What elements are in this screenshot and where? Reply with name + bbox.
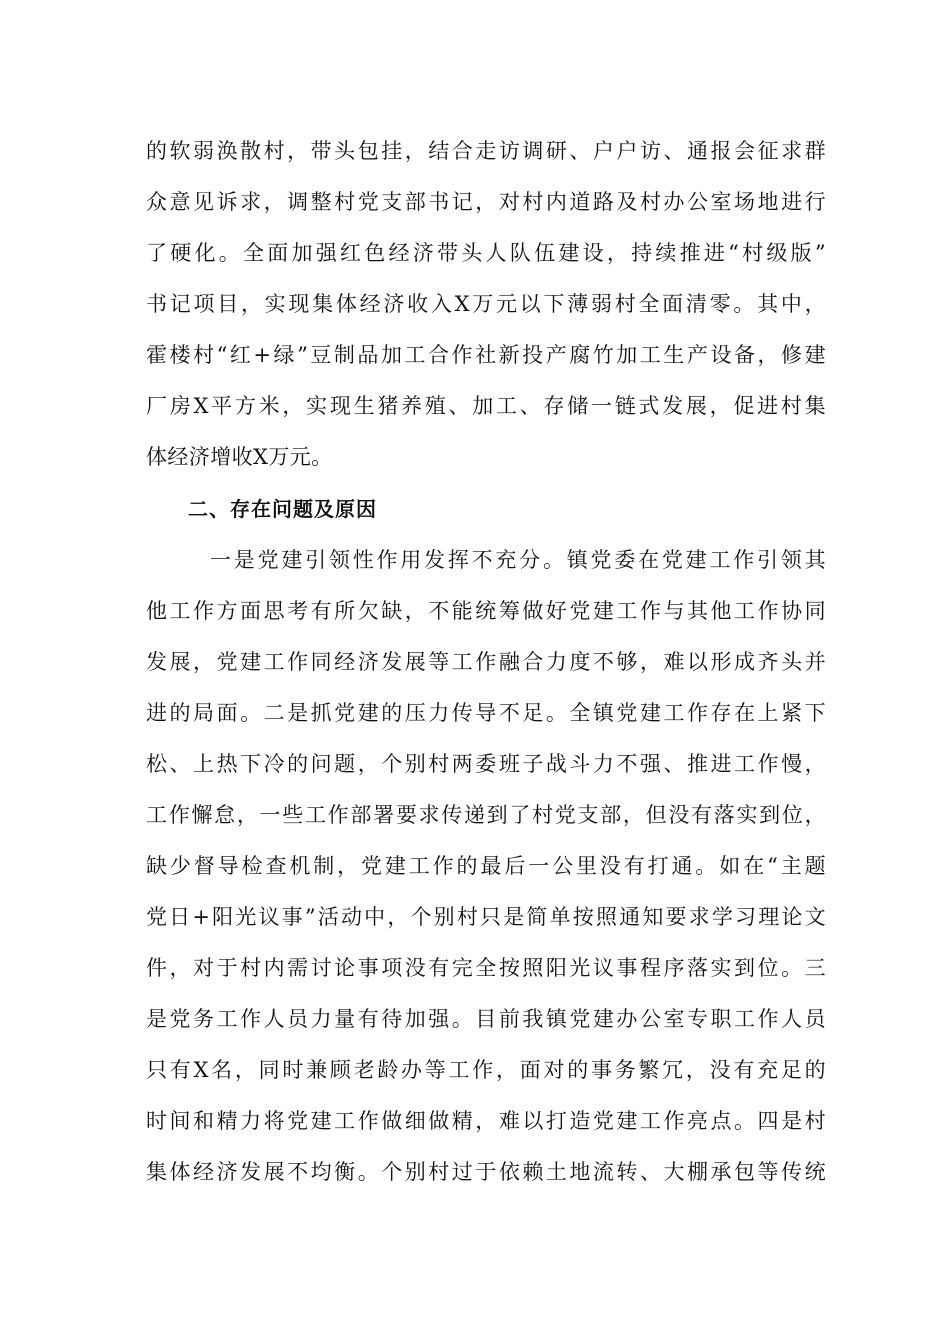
para2-line-3: 发展，党建工作同经济发展等工作融合力度不够，难以形成齐头并: [146, 650, 826, 674]
para2-line-7: 缺少督导检查机制，党建工作的最后一公里没有打通。如在“主题: [146, 854, 826, 878]
para2-line-9: 件，对于村内需讨论事项没有完全按照阳光议事程序落实到位。三: [146, 956, 826, 980]
para1-line-1: 的软弱涣散村，带头包挂，结合走访调研、户户访、通报会征求群: [146, 139, 826, 163]
para2-line-8: 党日+阳光议事”活动中，个别村只是简单按照通知要求学习理论文: [146, 905, 826, 929]
para1-line-5: 霍楼村“红+绿”豆制品加工合作社新投产腐竹加工生产设备，修建: [146, 343, 826, 367]
para1-line-2: 众意见诉求，调整村党支部书记，对村内道路及村办公室场地进行: [146, 190, 826, 214]
para2-line-6: 工作懈怠，一些工作部署要求传递到了村党支部，但没有落实到位，: [146, 803, 826, 827]
para1-line-7: 体经济增收X万元。: [146, 445, 333, 469]
para1-line-6: 厂房X平方米，实现生猪养殖、加工、存储一链式发展，促进村集: [146, 394, 826, 418]
section-heading: 二、存在问题及原因: [188, 497, 377, 521]
para2-line-11: 只有X名，同时兼顾老龄办等工作，面对的事务繁冗，没有充足的: [146, 1058, 826, 1082]
para2-line-13: 集体经济发展不均衡。个别村过于依赖土地流转、大棚承包等传统: [146, 1160, 826, 1184]
para2-line-12: 时间和精力将党建工作做细做精，难以打造党建工作亮点。四是村: [146, 1109, 826, 1133]
para2-line-10: 是党务工作人员力量有待加强。目前我镇党建办公室专职工作人员: [146, 1007, 826, 1031]
para2-line-1: 一是党建引领性作用发挥不充分。镇党委在党建工作引领其: [210, 548, 826, 572]
para1-line-3: 了硬化。全面加强红色经济带头人队伍建设，持续推进“村级版”: [146, 241, 826, 265]
para1-line-4: 书记项目，实现集体经济收入X万元以下薄弱村全面清零。其中，: [146, 292, 826, 316]
para2-line-4: 进的局面。二是抓党建的压力传导不足。全镇党建工作存在上紧下: [146, 701, 826, 725]
para2-line-5: 松、上热下冷的问题，个别村两委班子战斗力不强、推进工作慢，: [146, 752, 826, 776]
para2-line-2: 他工作方面思考有所欠缺，不能统筹做好党建工作与其他工作协同: [146, 599, 826, 623]
